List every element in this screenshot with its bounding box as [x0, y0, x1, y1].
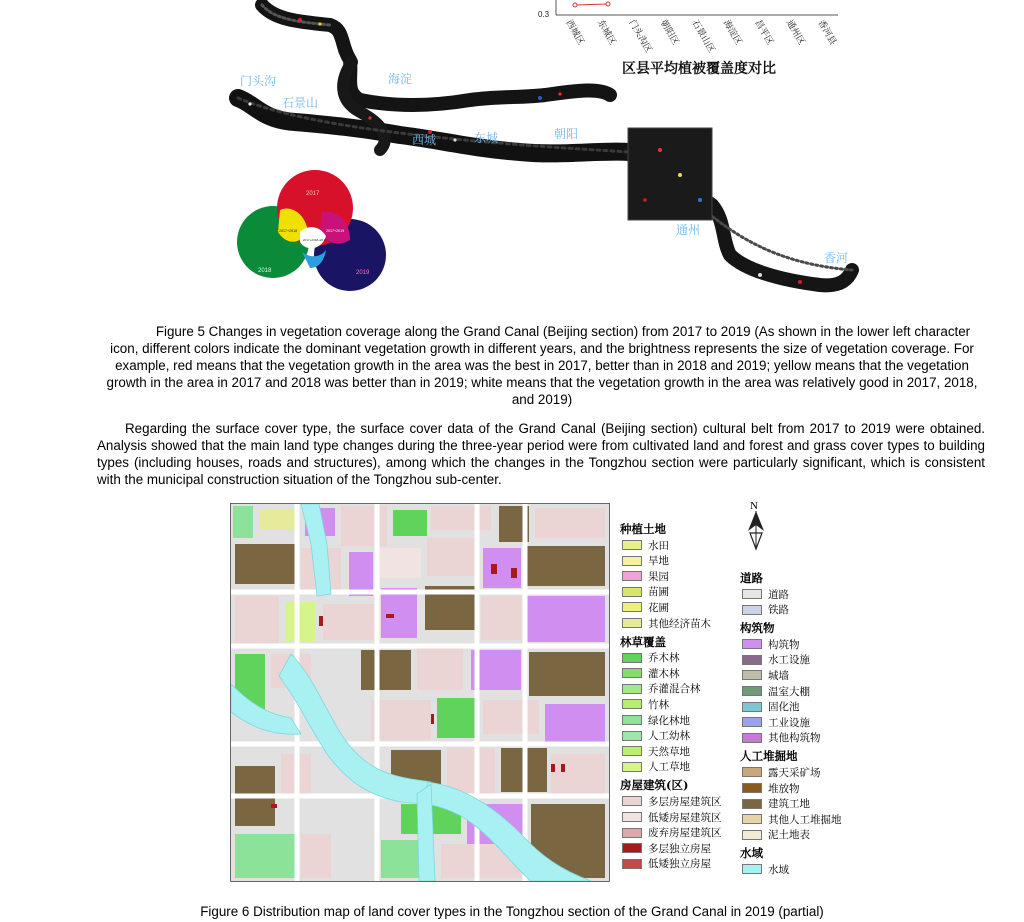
figure-5-caption — [100, 323, 984, 408]
legend-group-title: 水域 — [740, 846, 763, 861]
legend-item — [742, 668, 789, 682]
legend-label: 温室大棚 — [768, 685, 810, 698]
district-label-chaoyang: 朝阳 — [554, 127, 579, 141]
legend-item — [742, 637, 800, 651]
legend-label: 工业设施 — [768, 716, 810, 729]
legend-item — [742, 862, 789, 876]
legend-swatch — [622, 571, 642, 581]
legend-item — [622, 569, 669, 583]
legend-left-column — [620, 521, 740, 876]
venn-label-center: 2017+2018+2019 — [303, 238, 327, 242]
legend-item — [622, 538, 669, 552]
legend-item — [622, 554, 669, 568]
legend-swatch — [742, 702, 762, 712]
legend-swatch — [742, 670, 762, 680]
x-category-label: 香河县 — [816, 18, 839, 47]
figure-6-caption: Figure 6 Distribution map of land cover types in the Tongzhou section of the Grand Canal in 2019 (partial) — [200, 904, 824, 919]
legend-label: 灌木林 — [648, 667, 680, 680]
legend-item — [742, 700, 800, 714]
north-arrow — [742, 497, 770, 553]
legend-group-title: 种植土地 — [620, 522, 666, 536]
legend-item — [622, 585, 669, 599]
legend-label: 旱地 — [648, 555, 669, 568]
legend-item — [742, 684, 810, 698]
chart-title: 区县平均植被覆盖度对比 — [622, 61, 776, 77]
land-cover-map-svg — [231, 504, 609, 881]
legend-item — [622, 760, 690, 774]
legend-swatch — [622, 859, 642, 869]
legend-item — [742, 797, 810, 811]
legend-item — [622, 600, 669, 614]
legend-label: 多层房屋建筑区 — [648, 795, 722, 808]
legend-label: 水工设施 — [768, 654, 810, 667]
vegetation-map — [0, 0, 1024, 310]
legend-item — [742, 731, 821, 745]
legend-label: 果园 — [648, 570, 669, 583]
legend-label: 道路 — [768, 588, 789, 601]
venn-label-2018: 2018 — [258, 268, 272, 274]
legend-label: 多层独立房屋 — [648, 842, 711, 855]
legend-label: 花圃 — [648, 601, 669, 614]
legend-item — [622, 794, 722, 808]
legend-swatch — [742, 733, 762, 743]
legend-swatch — [742, 814, 762, 824]
legend-label: 绿化林地 — [648, 714, 690, 727]
legend-label: 乔灌混合林 — [648, 683, 701, 696]
x-category-label: 东城区 — [595, 18, 618, 47]
district-label-xianghe: 香河 — [824, 251, 849, 265]
legend-label: 人工幼林 — [648, 730, 690, 743]
legend-label: 竹林 — [648, 698, 669, 711]
legend-item — [622, 744, 690, 758]
legend-item — [622, 697, 669, 711]
legend-swatch — [742, 605, 762, 615]
legend-item — [622, 651, 680, 665]
legend-swatch — [622, 540, 642, 550]
district-label-xicheng: 西城 — [412, 133, 437, 147]
body-paragraph: Regarding the surface cover type, the surface cover data of the Grand Canal (Beijing section) cultural belt from 2017 to 2019 were obtained. Analysis showed that the main land type changes during the three-year period were from cultivated land and forest and grass cover types to building types (including houses, roads and structures), among which the changes in the Tongzhou section were particularly significant, which is consistent with the municipal construction situation of the Tongzhou sub-center. — [97, 421, 985, 487]
legend-label: 低矮房屋建筑区 — [648, 811, 722, 824]
x-category-label: 昌平区 — [753, 18, 776, 47]
legend-swatch — [622, 843, 642, 853]
legend-label: 城墙 — [768, 669, 789, 682]
district-label-shijingshan: 石景山 — [282, 96, 319, 110]
coverage-chart — [538, 0, 839, 77]
venn-label-2017: 2017 — [306, 191, 320, 197]
legend-swatch — [622, 796, 642, 806]
legend-label: 天然草地 — [648, 745, 690, 758]
legend-label: 低矮独立房屋 — [648, 858, 711, 871]
legend-item — [742, 587, 789, 601]
legend-swatch — [742, 799, 762, 809]
legend-swatch — [622, 828, 642, 838]
figure-5 — [0, 0, 1024, 310]
legend-item — [742, 812, 842, 826]
legend-item — [742, 653, 810, 667]
legend-swatch — [622, 746, 642, 756]
legend-item — [622, 857, 711, 871]
legend-label: 构筑物 — [768, 638, 800, 651]
legend-swatch — [742, 783, 762, 793]
x-category-label: 西城区 — [564, 18, 587, 47]
x-category-label: 朝阳区 — [658, 18, 681, 47]
legend-label: 乔木林 — [648, 652, 680, 665]
legend-label: 建筑工地 — [768, 798, 810, 811]
legend-swatch — [742, 639, 762, 649]
legend-swatch — [622, 556, 642, 566]
legend-group-title: 构筑物 — [740, 621, 775, 636]
x-category-label: 通州区 — [784, 18, 807, 47]
x-category-label: 海淀区 — [721, 18, 744, 47]
legend-swatch — [622, 618, 642, 628]
legend-swatch — [622, 668, 642, 678]
legend-swatch — [622, 602, 642, 612]
venn-legend — [237, 170, 386, 291]
venn-label-yellow: 2017+2018 — [279, 229, 298, 233]
legend-label: 露天采矿场 — [768, 766, 821, 779]
legend-swatch — [622, 762, 642, 772]
legend-label: 铁路 — [768, 604, 789, 617]
y-tick-label: 0.3 — [538, 10, 550, 19]
district-label-tongzhou: 通州 — [676, 223, 701, 237]
legend-label: 泥土地表 — [768, 829, 810, 842]
legend-item — [622, 713, 690, 727]
venn-label-magenta: 2017+2019 — [326, 229, 345, 233]
x-category-label: 门头沟区 — [627, 18, 654, 55]
district-label-mentougou: 门头沟 — [240, 74, 277, 88]
legend-item — [622, 841, 711, 855]
legend-label: 其他人工堆掘地 — [768, 813, 842, 826]
x-category-labels — [564, 18, 839, 55]
legend-swatch — [622, 699, 642, 709]
legend-swatch — [622, 812, 642, 822]
legend-label: 其他经济苗木 — [648, 617, 711, 630]
figure-5-caption-text: Figure 5 Changes in vegetation coverage along the Grand Canal (Beijing section) from 2017 to 2019 (As shown in the lower left character icon, different colors indicate the dominant vegetation growth in different years, and the brightness represents the size of vegetation coverage. For example, red means that the vegetation growth in the area was the best in 2017, better than in 2018 and 2019; yellow means that the vegetation growth in the area in 2017 and 2018 was better than in 2019; white means that the vegetation growth in the area was relatively good in 2017, 2018, and 2019) — [106, 324, 978, 407]
legend-item — [622, 810, 722, 824]
legend-label: 人工草地 — [648, 761, 690, 774]
legend-swatch — [742, 830, 762, 840]
legend-swatch — [622, 587, 642, 597]
legend-label: 固化池 — [768, 701, 800, 714]
legend-item — [622, 682, 701, 696]
legend-swatch — [622, 715, 642, 725]
legend-label: 废弃房屋建筑区 — [648, 827, 722, 840]
legend-swatch — [742, 767, 762, 777]
legend-label: 其他构筑物 — [768, 732, 821, 745]
legend-group-title: 林草覆盖 — [620, 634, 666, 649]
legend-swatch — [622, 731, 642, 741]
legend-right-column — [740, 570, 860, 880]
legend-item — [622, 729, 690, 743]
legend-item — [742, 828, 810, 842]
land-cover-map — [230, 503, 610, 882]
legend-label: 苗圃 — [648, 586, 669, 599]
legend-swatch — [742, 717, 762, 727]
legend-swatch — [742, 686, 762, 696]
legend-group-title: 道路 — [740, 571, 763, 585]
venn-label-2019: 2019 — [356, 270, 370, 276]
north-arrow-label: N — [750, 500, 758, 512]
legend-label: 堆放物 — [768, 782, 800, 795]
legend-swatch — [742, 655, 762, 665]
legend-swatch — [742, 864, 762, 874]
legend-item — [622, 666, 680, 680]
legend-swatch — [742, 589, 762, 599]
x-category-label: 石景山区 — [690, 18, 717, 55]
legend-group-title: 人工堆掘地 — [740, 749, 798, 764]
legend-item — [742, 603, 789, 617]
legend-label: 水田 — [648, 539, 669, 552]
tongzhou-detail-block — [628, 128, 712, 220]
legend-item — [622, 616, 711, 630]
legend-label: 水域 — [768, 863, 789, 876]
legend-item — [742, 715, 810, 729]
district-label-dongcheng: 东城 — [474, 131, 499, 145]
legend-group-title: 房屋建筑(区) — [620, 778, 689, 793]
legend-item — [622, 826, 722, 840]
legend-swatch — [622, 684, 642, 694]
legend-swatch — [622, 653, 642, 663]
legend-item — [742, 781, 800, 795]
district-label-haidian: 海淀 — [388, 72, 413, 86]
legend-item — [742, 765, 821, 779]
